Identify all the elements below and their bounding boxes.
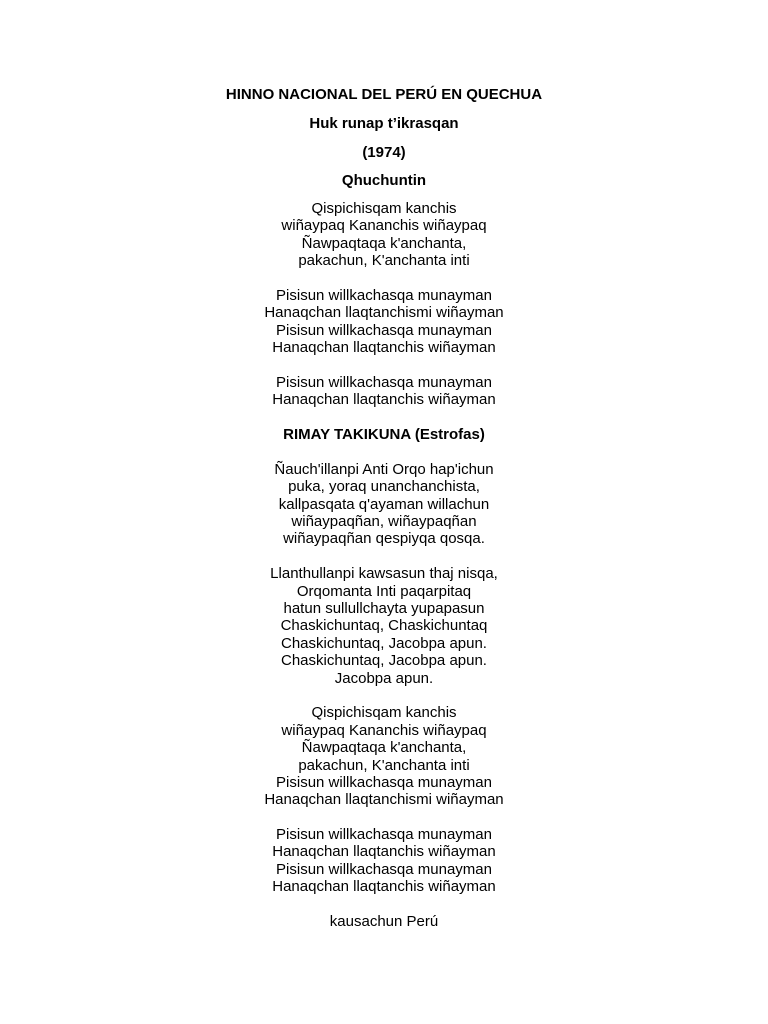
stanza-gap [0, 357, 768, 374]
chorus-heading: Qhuchuntin [341, 172, 427, 189]
verse-line: Llanthullanpi kawsasun thaj nisqa, [270, 565, 498, 583]
verse-line: Hanaqchan llaqtanchis wiñayman [272, 878, 496, 896]
anthem-lyrics [0, 200, 768, 930]
verse-line: Pisisun willkachasqa munayman [276, 860, 492, 878]
verse-line: Chaskichuntaq, Jacobpa apun. [281, 634, 487, 652]
verse-line: wiñaypaq Kananchis wiñaypaq [281, 217, 487, 235]
verse-line: Pisisun willkachasqa munayman [276, 373, 492, 391]
verse-line: Pisisun willkachasqa munayman [276, 286, 492, 304]
stanza-gap [0, 687, 768, 704]
stanza-gap [0, 443, 768, 460]
verse-line: Pisisun willkachasqa munayman [276, 773, 492, 791]
verse-line: Hanaqchan llaqtanchismi wiñayman [264, 791, 504, 809]
verse-line: pakachun, K'anchanta inti [298, 252, 470, 270]
document-year: (1974) [362, 144, 406, 161]
strophe-stanza-1 [0, 461, 768, 548]
verse-line: Pisisun willkachasqa munayman [276, 826, 492, 844]
stanza-gap [0, 270, 768, 287]
verse-line: Jacobpa apun. [334, 669, 434, 687]
verse-line: pakachun, K'anchanta inti [298, 756, 470, 774]
verse-line: Qispichisqam kanchis [311, 200, 457, 217]
verse-line: Hanaqchan llaqtanchis wiñayman [272, 843, 496, 861]
strophe-stanza-4 [0, 826, 768, 896]
verse-line: Chaskichuntaq, Jacobpa apun. [281, 652, 487, 670]
stanza-gap [0, 809, 768, 826]
strophe-stanza-3 [0, 704, 768, 808]
verse-line: puka, yoraq unanchanchista, [288, 478, 480, 496]
verse-line: kallpasqata q'ayaman willachun [278, 495, 490, 513]
verse-line: wiñaypaq Kananchis wiñaypaq [281, 721, 487, 739]
verse-line: Chaskichuntaq, Chaskichuntaq [280, 617, 488, 635]
stanza-gap [0, 896, 768, 913]
verse-line: Qispichisqam kanchis [311, 704, 457, 722]
verse-line: Hanaqchan llaqtanchismi wiñayman [264, 304, 504, 322]
stanza-gap [0, 548, 768, 565]
verse-line: Ñawpaqtaqa k'anchanta, [301, 739, 467, 757]
verse-line: wiñaypaqñan, wiñaypaqñan [291, 513, 477, 531]
strophes-heading: RIMAY TAKIKUNA (Estrofas) [283, 426, 485, 444]
strophe-stanza-2 [0, 565, 768, 687]
chorus-stanza-3 [0, 374, 768, 409]
stanza-gap [0, 409, 768, 426]
verse-line: Hanaqchan llaqtanchis wiñayman [272, 339, 496, 357]
verse-line: Orqomanta Inti paqarpitaq [296, 582, 472, 600]
verse-line: Ñauch'illanpi Anti Orqo hap'ichun [274, 460, 494, 478]
verse-line: hatun sullullchayta yupapasun [283, 599, 485, 617]
verse-line: wiñaypaqñan qespiyqa qosqa. [283, 530, 485, 548]
chorus-stanza-1 [0, 200, 768, 270]
document-title: HINNO NACIONAL DEL PERÚ EN QUECHUA [225, 86, 543, 103]
chorus-stanza-2 [0, 287, 768, 357]
verse-line: Pisisun willkachasqa munayman [276, 321, 492, 339]
verse-line: Hanaqchan llaqtanchis wiñayman [272, 391, 496, 409]
verse-line: Ñawpaqtaqa k'anchanta, [301, 234, 467, 252]
closing-line: kausachun Perú [329, 913, 439, 931]
document-subtitle: Huk runap t’ikrasqan [309, 115, 459, 132]
